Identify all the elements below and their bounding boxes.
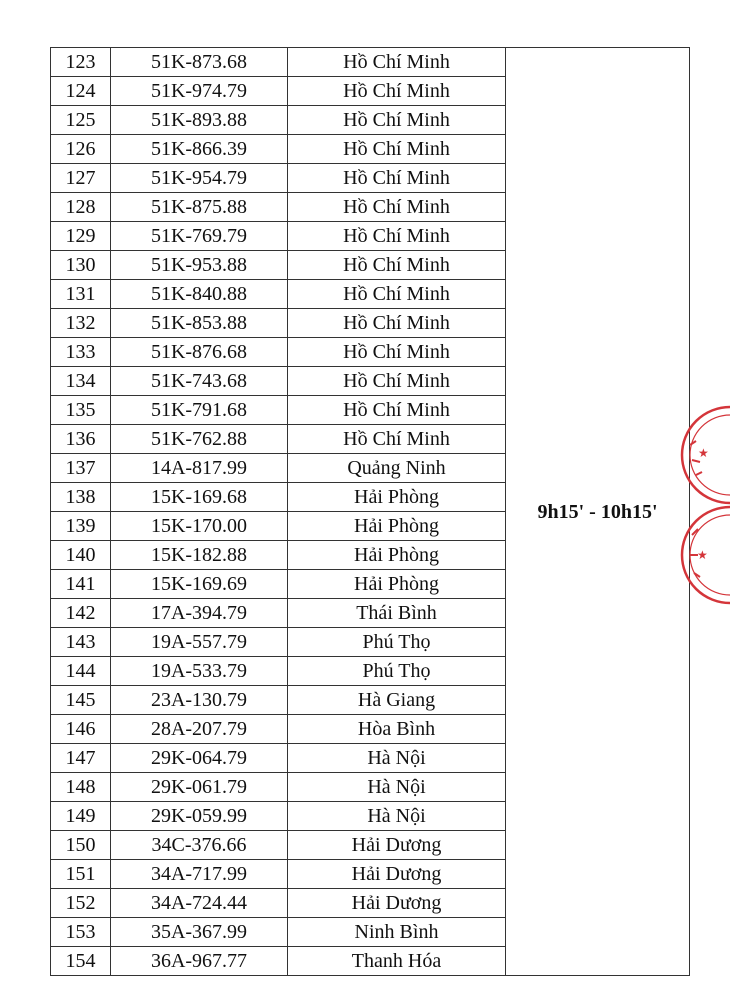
province: Hải Dương (288, 889, 506, 918)
row-number: 150 (51, 831, 111, 860)
row-number: 132 (51, 309, 111, 338)
table-body (51, 48, 690, 976)
row-number: 125 (51, 106, 111, 135)
license-plate: 15K-169.69 (111, 570, 288, 599)
license-plate: 51K-769.79 (111, 222, 288, 251)
province: Hải Dương (288, 831, 506, 860)
province: Hà Giang (288, 686, 506, 715)
row-number: 142 (51, 599, 111, 628)
province: Hồ Chí Minh (288, 396, 506, 425)
license-plate: 51K-762.88 (111, 425, 288, 454)
row-number: 124 (51, 77, 111, 106)
row-number: 127 (51, 164, 111, 193)
province: Hà Nội (288, 773, 506, 802)
license-plate: 51K-893.88 (111, 106, 288, 135)
province: Hồ Chí Minh (288, 106, 506, 135)
license-plate-table (50, 47, 690, 976)
row-number: 151 (51, 860, 111, 889)
province: Ninh Bình (288, 918, 506, 947)
license-plate: 51K-853.88 (111, 309, 288, 338)
row-number: 143 (51, 628, 111, 657)
province: Hồ Chí Minh (288, 425, 506, 454)
time-slot: 9h15' - 10h15' (506, 48, 690, 976)
license-plate: 51K-840.88 (111, 280, 288, 309)
province: Hồ Chí Minh (288, 251, 506, 280)
province: Phú Thọ (288, 657, 506, 686)
license-plate: 51K-954.79 (111, 164, 288, 193)
license-plate: 29K-061.79 (111, 773, 288, 802)
row-number: 135 (51, 396, 111, 425)
row-number: 147 (51, 744, 111, 773)
province: Hải Phòng (288, 541, 506, 570)
province: Thanh Hóa (288, 947, 506, 976)
license-plate: 14A-817.99 (111, 454, 288, 483)
row-number: 145 (51, 686, 111, 715)
province: Thái Bình (288, 599, 506, 628)
province: Hà Nội (288, 744, 506, 773)
row-number: 152 (51, 889, 111, 918)
license-plate: 51K-873.68 (111, 48, 288, 77)
province: Hồ Chí Minh (288, 48, 506, 77)
license-plate: 51K-876.68 (111, 338, 288, 367)
province: Hải Phòng (288, 512, 506, 541)
province: Hồ Chí Minh (288, 222, 506, 251)
license-plate: 35A-367.99 (111, 918, 288, 947)
license-plate: 19A-533.79 (111, 657, 288, 686)
license-plate: 19A-557.79 (111, 628, 288, 657)
row-number: 129 (51, 222, 111, 251)
row-number: 137 (51, 454, 111, 483)
official-seal-icon (670, 405, 730, 625)
license-plate: 51K-791.68 (111, 396, 288, 425)
province: Hải Dương (288, 860, 506, 889)
row-number: 149 (51, 802, 111, 831)
row-number: 148 (51, 773, 111, 802)
license-plate: 15K-169.68 (111, 483, 288, 512)
province: Hồ Chí Minh (288, 367, 506, 396)
row-number: 138 (51, 483, 111, 512)
row-number: 128 (51, 193, 111, 222)
row-number: 126 (51, 135, 111, 164)
province: Hải Phòng (288, 570, 506, 599)
province: Hải Phòng (288, 483, 506, 512)
license-plate: 34C-376.66 (111, 831, 288, 860)
license-plate: 34A-717.99 (111, 860, 288, 889)
license-plate: 15K-182.88 (111, 541, 288, 570)
row-number: 139 (51, 512, 111, 541)
license-plate: 34A-724.44 (111, 889, 288, 918)
row-number: 134 (51, 367, 111, 396)
license-plate: 29K-064.79 (111, 744, 288, 773)
license-plate: 15K-170.00 (111, 512, 288, 541)
row-number: 146 (51, 715, 111, 744)
license-plate: 17A-394.79 (111, 599, 288, 628)
row-number: 140 (51, 541, 111, 570)
license-plate: 23A-130.79 (111, 686, 288, 715)
province: Quảng Ninh (288, 454, 506, 483)
license-plate: 51K-743.68 (111, 367, 288, 396)
row-number: 141 (51, 570, 111, 599)
row-number: 133 (51, 338, 111, 367)
license-plate: 36A-967.77 (111, 947, 288, 976)
license-plate: 51K-875.88 (111, 193, 288, 222)
license-plate: 51K-974.79 (111, 77, 288, 106)
row-number: 136 (51, 425, 111, 454)
province: Hòa Bình (288, 715, 506, 744)
province: Hồ Chí Minh (288, 338, 506, 367)
row-number: 123 (51, 48, 111, 77)
province: Hồ Chí Minh (288, 77, 506, 106)
row-number: 153 (51, 918, 111, 947)
row-number: 130 (51, 251, 111, 280)
row-number: 154 (51, 947, 111, 976)
license-plate: 28A-207.79 (111, 715, 288, 744)
province: Hồ Chí Minh (288, 309, 506, 338)
svg-text:★: ★ (698, 446, 709, 460)
province: Hồ Chí Minh (288, 135, 506, 164)
svg-text:★: ★ (697, 548, 708, 562)
table-row (51, 48, 690, 77)
row-number: 144 (51, 657, 111, 686)
row-number: 131 (51, 280, 111, 309)
province: Hồ Chí Minh (288, 164, 506, 193)
license-plate: 51K-953.88 (111, 251, 288, 280)
province: Hồ Chí Minh (288, 280, 506, 309)
license-plate: 29K-059.99 (111, 802, 288, 831)
province: Hà Nội (288, 802, 506, 831)
license-plate: 51K-866.39 (111, 135, 288, 164)
province: Hồ Chí Minh (288, 193, 506, 222)
province: Phú Thọ (288, 628, 506, 657)
